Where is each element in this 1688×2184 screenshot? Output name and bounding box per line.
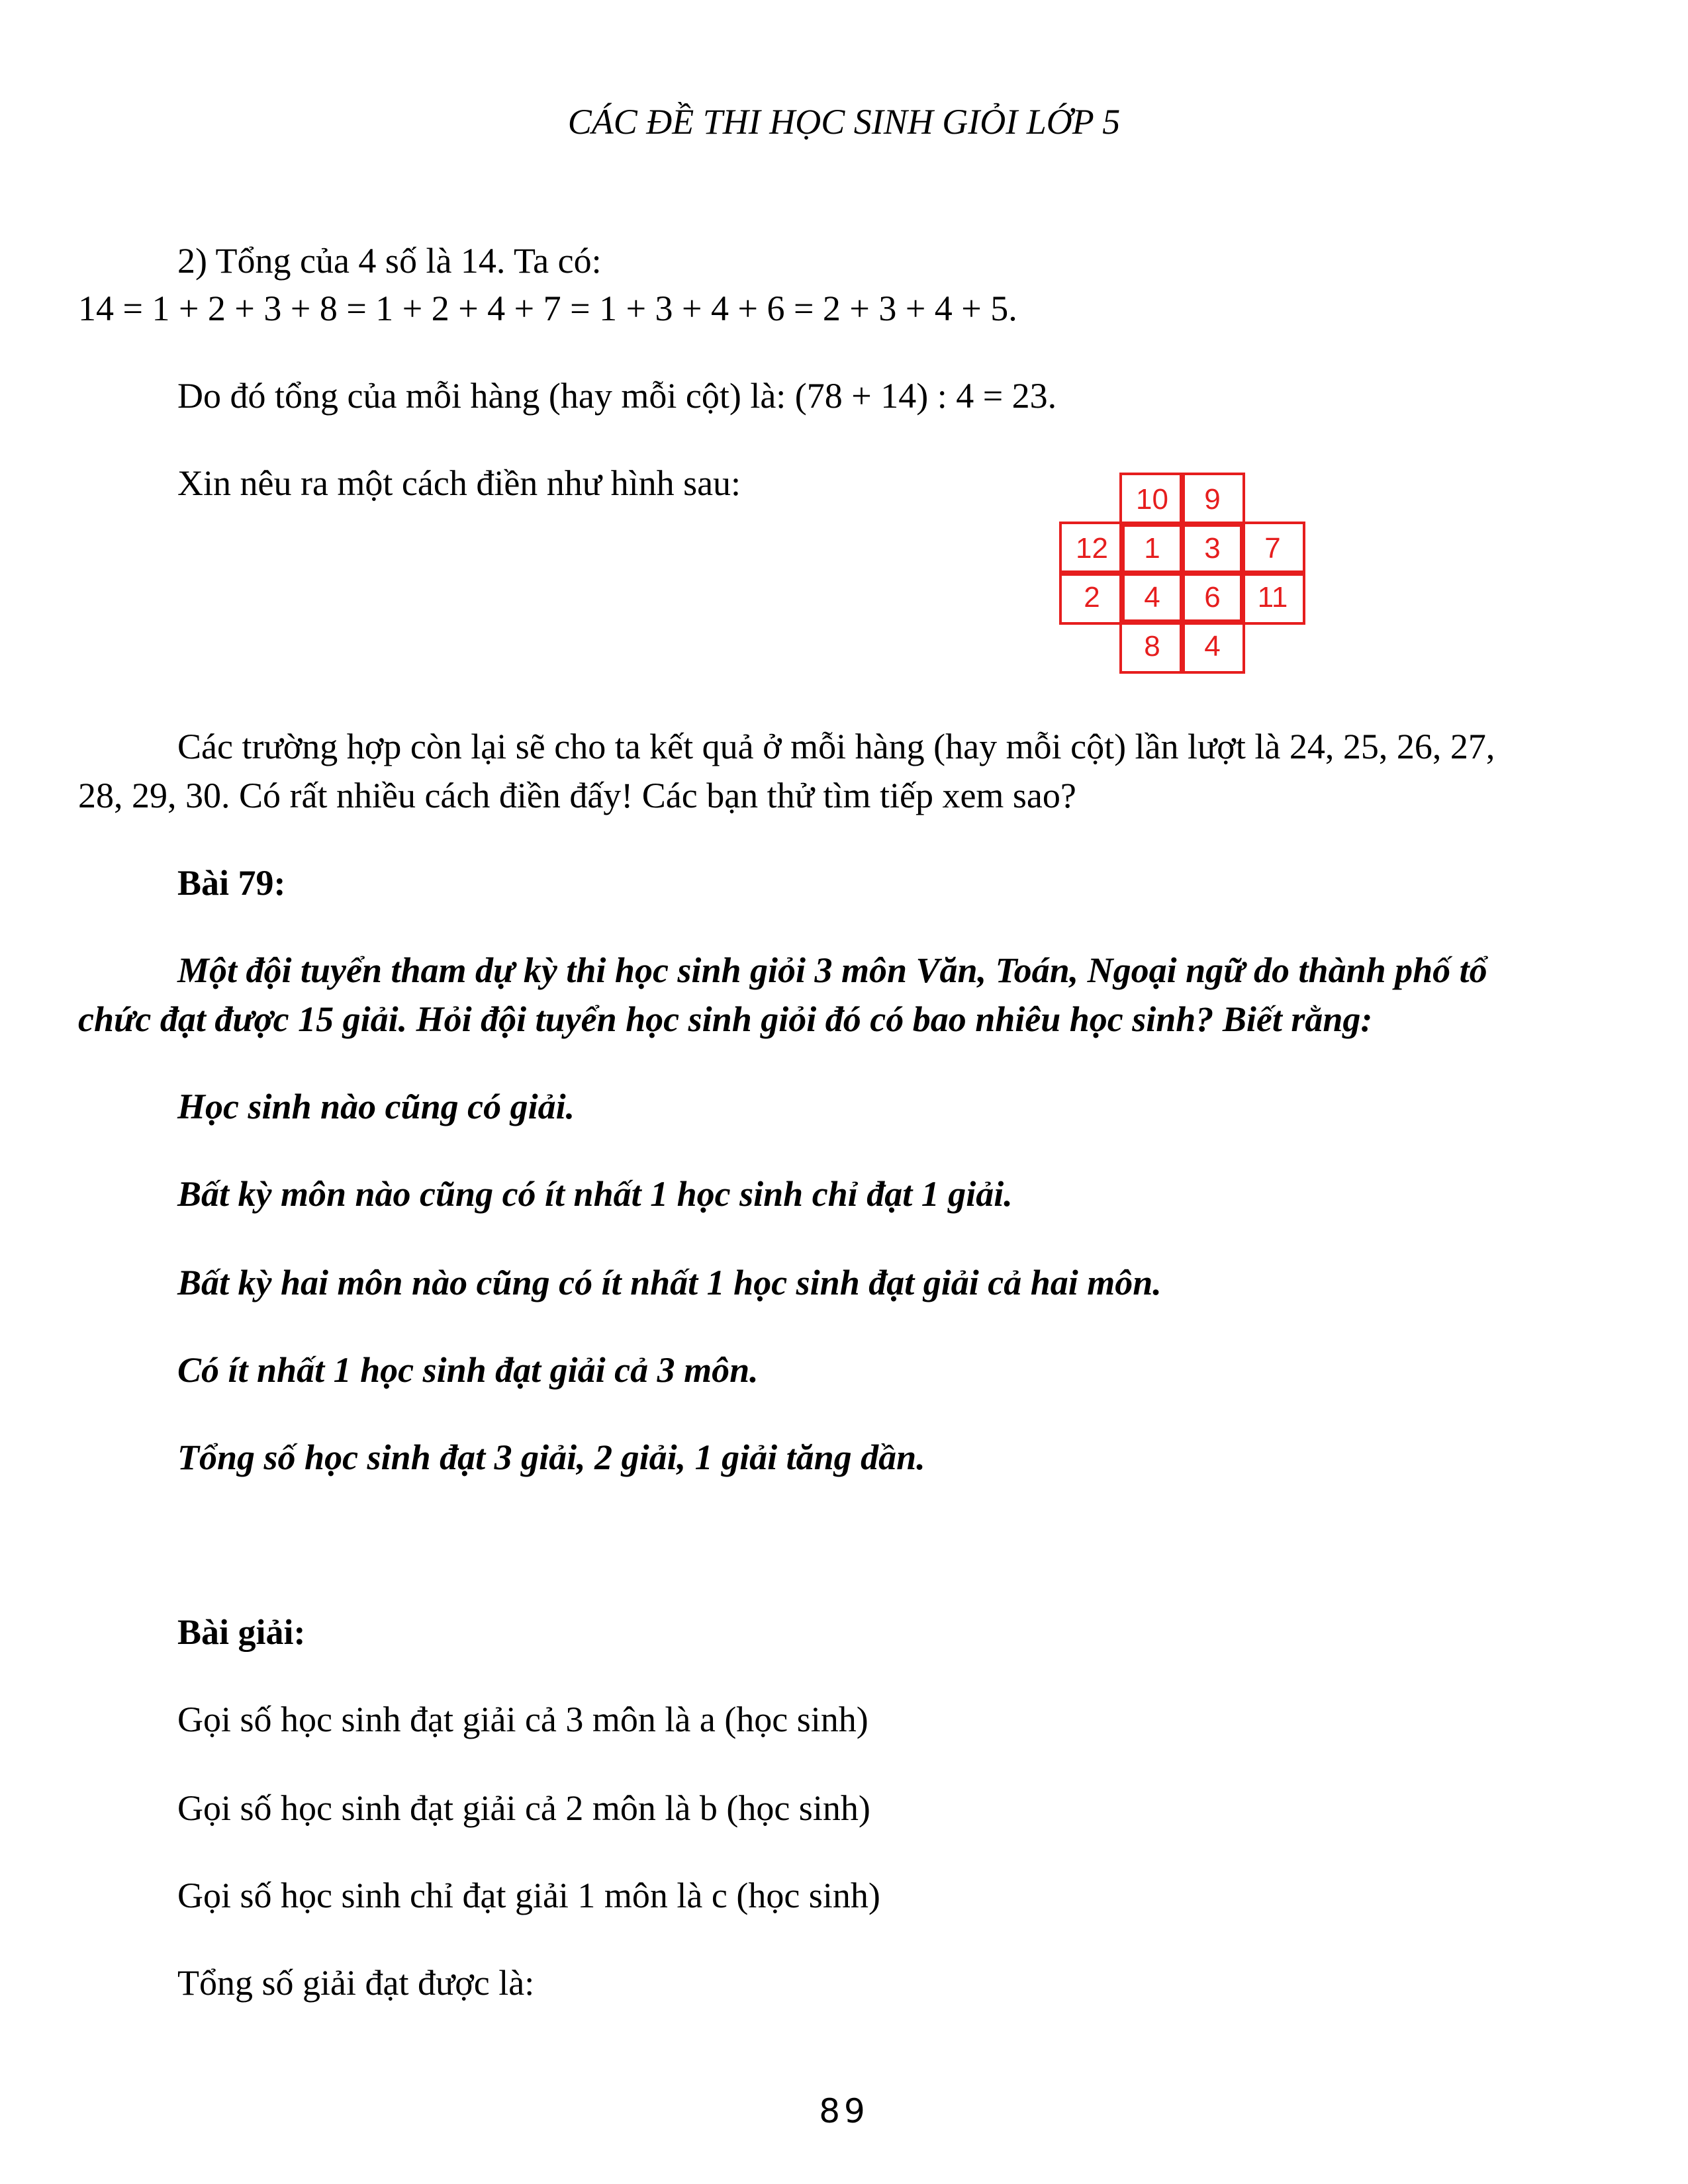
remaining-cases-line1: Các trường hợp còn lại sẽ cho ta kết quả ở mỗi hàng (hay mỗi cột) lần lượt là 24, 25, 26, 27, xyxy=(177,727,1495,766)
solution-line-2: Gọi số học sinh đạt giải cả 2 môn là b (học sinh) xyxy=(177,1788,870,1828)
condition-1: Học sinh nào cũng có giải. xyxy=(177,1087,575,1126)
problem-statement-line1: Một đội tuyển tham dự kỳ thi học sinh giỏi 3 môn Văn, Toán, Ngoại ngữ do thành phố tổ xyxy=(177,950,1487,990)
remaining-cases-line2: 28, 29, 30. Có rất nhiều cách điền đấy! Các bạn thử tìm tiếp xem sao? xyxy=(78,776,1076,815)
part2-equation: 14 = 1 + 2 + 3 + 8 = 1 + 2 + 4 + 7 = 1 + 3 + 4 + 6 = 2 + 3 + 4 + 5. xyxy=(78,289,1017,328)
grid-cell: 4 xyxy=(1119,570,1185,625)
magic-cross-grid xyxy=(1059,473,1311,668)
grid-cell: 2 xyxy=(1059,570,1125,625)
condition-4: Có ít nhất 1 học sinh đạt giải cả 3 môn. xyxy=(177,1350,759,1390)
condition-3: Bất kỳ hai môn nào cũng có ít nhất 1 học sinh đạt giải cả hai môn. xyxy=(177,1263,1162,1302)
grid-cell: 6 xyxy=(1180,570,1245,625)
grid-cell: 10 xyxy=(1119,473,1185,527)
grid-cell: 1 xyxy=(1119,522,1185,576)
condition-5: Tổng số học sinh đạt 3 giải, 2 giải, 1 giải tăng dần. xyxy=(177,1437,925,1477)
grid-cell: 3 xyxy=(1180,522,1245,576)
part2-intro: 2) Tổng của 4 số là 14. Ta có: xyxy=(177,241,602,281)
solution-title: Bài giải: xyxy=(177,1612,306,1652)
grid-cell: 12 xyxy=(1059,522,1125,576)
grid-cell: 7 xyxy=(1240,522,1305,576)
grid-cell: 9 xyxy=(1180,473,1245,527)
page-number: 89 xyxy=(819,2092,869,2130)
problem-statement-line2: chức đạt được 15 giải. Hỏi đội tuyển học sinh giỏi đó có bao nhiêu học sinh? Biết rằng: xyxy=(78,999,1373,1039)
condition-2: Bất kỳ môn nào cũng có ít nhất 1 học sinh chỉ đạt 1 giải. xyxy=(177,1174,1013,1214)
solution-line-3: Gọi số học sinh chỉ đạt giải 1 môn là c (học sinh) xyxy=(177,1876,880,1915)
solution-line-1: Gọi số học sinh đạt giải cả 3 môn là a (học sinh) xyxy=(177,1700,868,1739)
grid-cell: 8 xyxy=(1119,619,1185,674)
figure-intro: Xin nêu ra một cách điền như hình sau: xyxy=(177,463,741,503)
page-header-title: CÁC ĐỀ THI HỌC SINH GIỎI LỚP 5 xyxy=(567,102,1121,142)
row-sum-text: Do đó tổng của mỗi hàng (hay mỗi cột) là: (78 + 14) : 4 = 23. xyxy=(177,376,1057,416)
grid-cell: 11 xyxy=(1240,570,1305,625)
grid-cell: 4 xyxy=(1180,619,1245,674)
problem-79-title: Bài 79: xyxy=(177,863,286,903)
solution-line-4: Tổng số giải đạt được là: xyxy=(177,1963,535,2003)
